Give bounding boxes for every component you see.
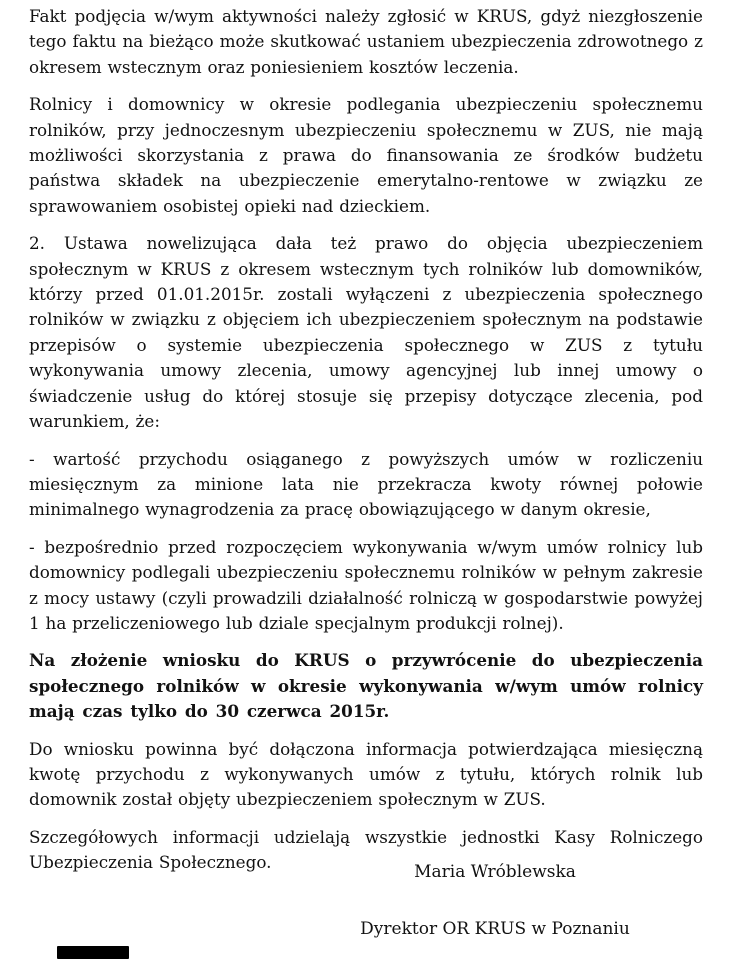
bullet-insurance-condition: - bezpośrednio przed rozpoczęciem wykonywania w/wym umów rolnicy lub domownicy podlegali ubezpieczeniu społecznemu rolników w pełnym zakresie z mocy ustawy (czyli prowadzili działalność rolniczą w gospodarstwie powyżej 1 ha przeliczeniowego lub dziale specjalnym produkcji rolnej). xyxy=(29,536,703,633)
signature-title: Dyrektor OR KRUS w Poznaniu xyxy=(360,919,630,939)
paragraph-report-obligation: Fakt podjęcia w/wym aktywności należy zgłosić w KRUS, gdyż niezgłoszenie tego faktu na bieżąco może skutkować ustaniem ubezpieczenia zdrowotnego z okresem wstecznym oraz poniesieniem kosztów leczenia. xyxy=(29,6,703,77)
signature-name: Maria Wróblewska xyxy=(414,862,576,882)
document-body xyxy=(29,4,703,888)
bullet-income-condition: - wartość przychodu osiąganego z powyższych umów w rozliczeniu miesięcznym za minione lata nie przekracza kwoty równej połowie minimalnego wynagrodzenia za pracę obowiązującego w danym okresie, xyxy=(29,448,703,520)
scan-artifact xyxy=(57,946,129,959)
signature-block xyxy=(260,860,730,942)
paragraph-amending-act: 2. Ustawa nowelizująca dała też prawo do objęcia ubezpieczeniem społecznym w KRUS z okresem wstecznym tych rolników lub domowników, którzy przed 01.01.2015r. zostali wyłączeni z ubezpieczenia społecznego rolników w związku z objęciem ich ubezpieczeniem społecznym na podstawie przepisów o systemie ubezpieczenia społecznego w ZUS z tytułu wykonywania umowy zlecenia, umowy agencyjnej lub innej umowy o świadczenie usług do której stosuje się przepisy dotyczące zlecenia, pod warunkiem, że: xyxy=(29,233,703,432)
paragraph-attachment-info: Do wniosku powinna być dołączona informacja potwierdzająca miesięczną kwotę przychodu z wykonywanych umów z tytułu, których rolnik lub domownik został objęty ubezpieczeniem społecznym w ZUS. xyxy=(29,738,703,810)
deadline-paragraph: Na złożenie wniosku do KRUS o przywrócenie do ubezpieczenia społecznego rolników w okresie wykonywania w/wym umów rolnicy mają czas tylko do 30 czerwca 2015r. xyxy=(29,650,703,722)
paragraph-farmers-zus-limitation: Rolnicy i domownicy w okresie podlegania ubezpieczeniu społecznemu rolników, przy jednoczesnym ubezpieczeniu społecznemu w ZUS, nie mają możliwości skorzystania z prawa do finansowania ze środków budżetu państwa składek na ubezpieczenie emerytalno-rentowe w związku ze sprawowaniem osobistej opieki nad dzieckiem. xyxy=(29,94,703,216)
paragraph-more-info: Szczegółowych informacji udzielają wszystkie jednostki Kasy Rolniczego Ubezpieczenia Społecznego. xyxy=(29,826,703,873)
